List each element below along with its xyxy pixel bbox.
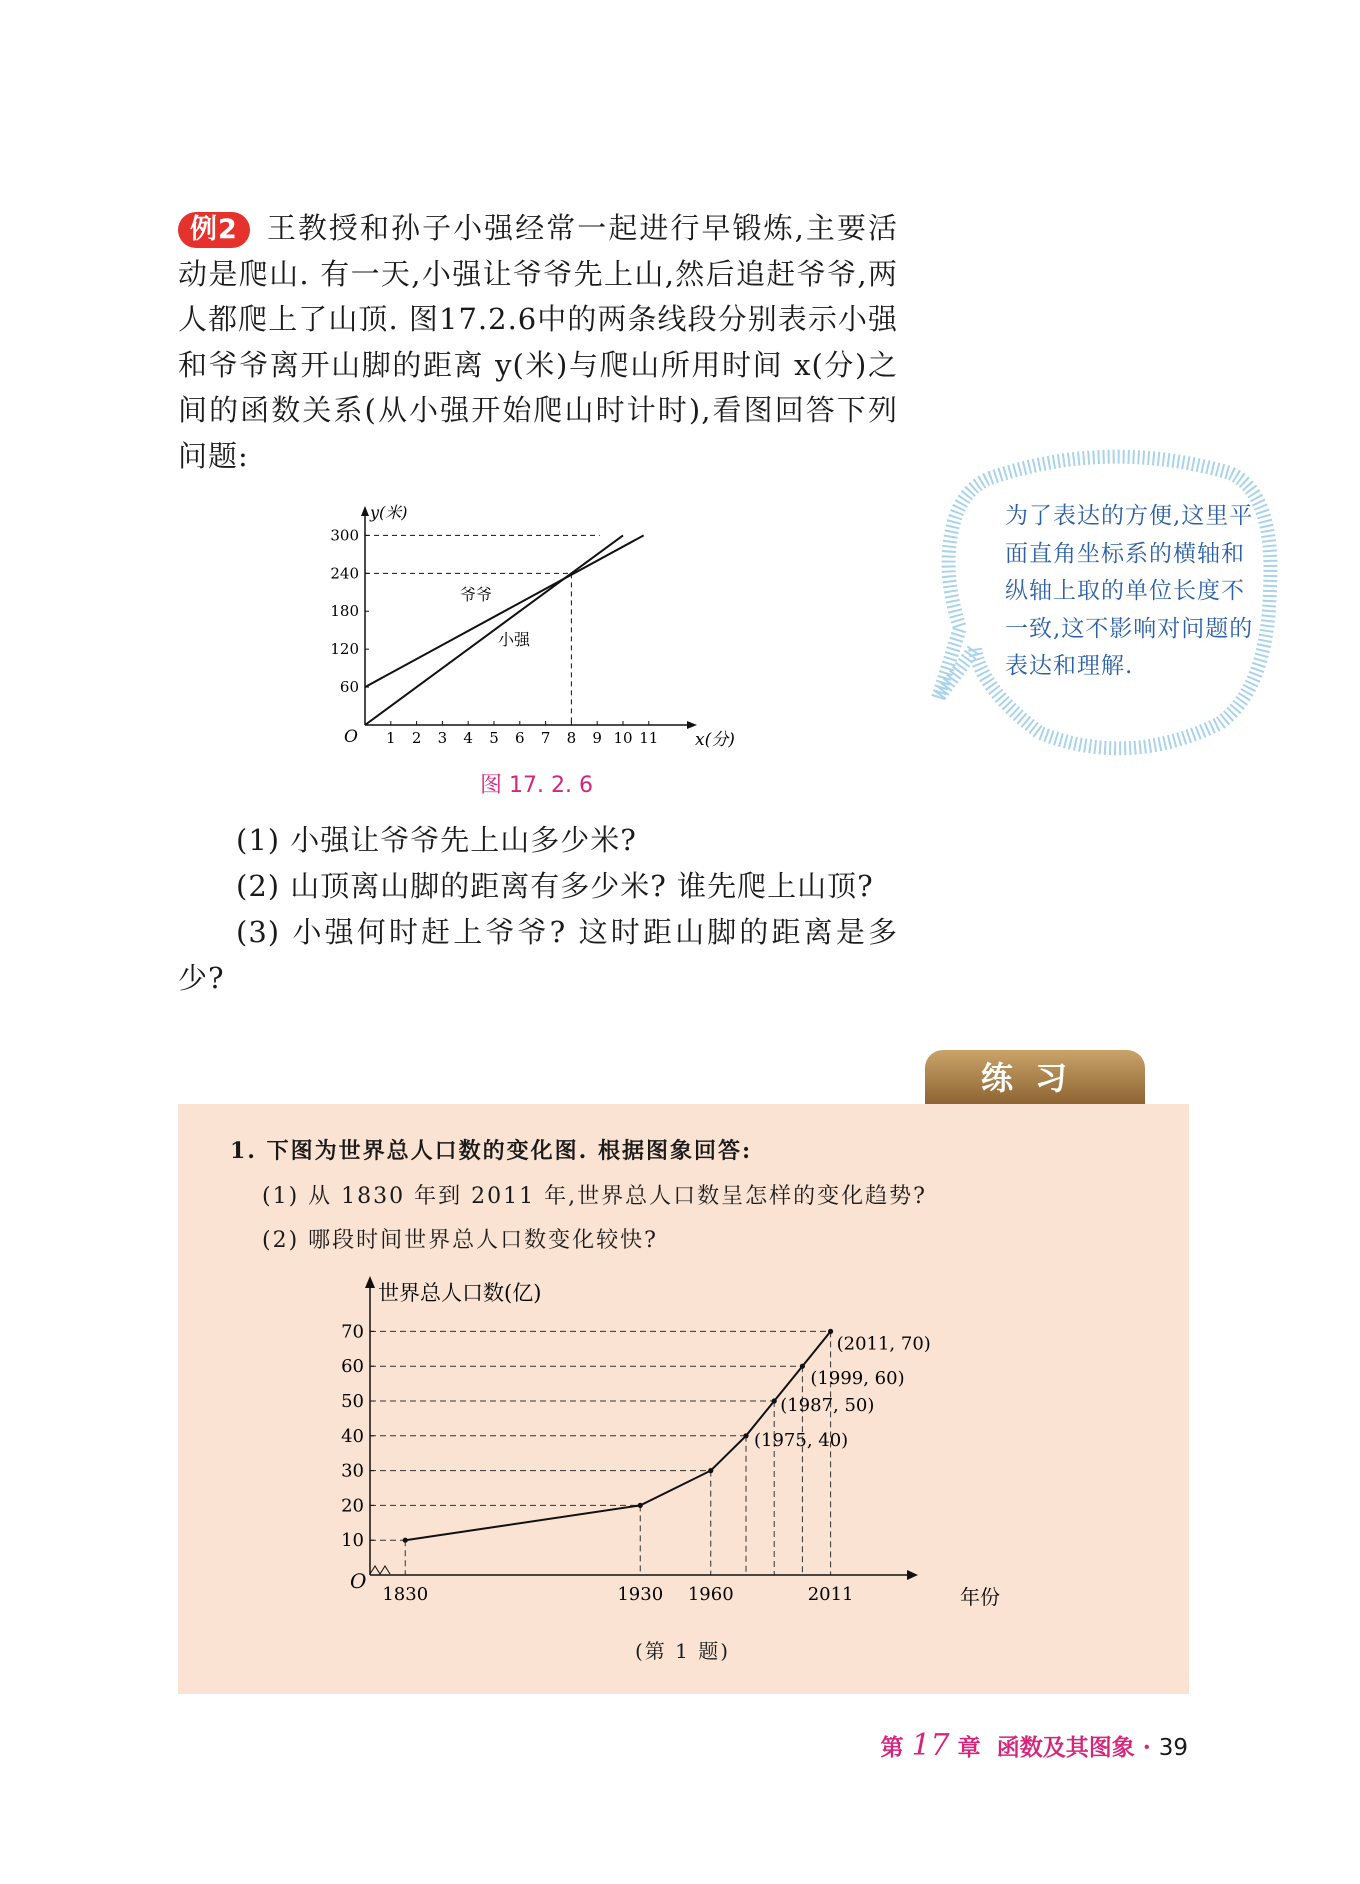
fig1-x-tick-label: 3 <box>437 729 448 747</box>
fig2-y-tick-label: 30 <box>341 1460 364 1482</box>
page-footer <box>880 1728 1188 1763</box>
fig1-x-tick-label: 8 <box>566 729 577 747</box>
example-text: 王教授和孙子小强经常一起进行早锻炼,主要活动是爬山. 有一天,小强让爷爷先上山,然后追赶爷爷,两人都爬上了山顶. 图17.2.6中的两条线段分别表示小强和爷爷离开山脚的距离 y(米)与爬山所用时间 x(分)之间的函数关系(从小强开始爬山时计时),看图回答下列问题: <box>178 211 898 473</box>
question-3: (3) 小强何时赶上爷爷? 这时距山脚的距离是多少? <box>178 915 898 995</box>
exercise-q1a: (1) 从 1830 年到 2011 年,世界总人口数呈怎样的变化趋势? <box>262 1184 927 1209</box>
fig2-point <box>638 1503 643 1508</box>
footer-chapter-title: 函数及其图象 · <box>996 1734 1151 1761</box>
fig2-point <box>743 1433 748 1438</box>
world-population-chart <box>330 1270 1050 1620</box>
fig2-x-axis-label: 年份 <box>960 1585 1000 1609</box>
fig1-origin: O <box>344 727 358 747</box>
fig1-x-tick-label: 9 <box>592 729 602 747</box>
fig1-y-tick-label: 300 <box>330 526 359 545</box>
fig2-y-tick-label: 50 <box>341 1391 364 1412</box>
fig1-x-axis-label: x(分) <box>695 730 735 750</box>
fig1-x-tick-label: 5 <box>489 729 499 747</box>
fig2-point-label: (1987, 50) <box>780 1395 875 1416</box>
question-1: (1) 小强让爷爷先上山多少米? <box>236 823 637 857</box>
fig1-x-arrow <box>687 721 697 729</box>
fig1-x-tick-label: 7 <box>540 729 551 747</box>
fig2-point <box>772 1398 777 1403</box>
fig1-y-tick-label: 180 <box>330 602 359 621</box>
fig2-x-arrow <box>907 1570 918 1580</box>
fig1-series-label-grandpa: 爷爷 <box>460 585 493 604</box>
fig2-y-tick-label: 20 <box>341 1495 364 1517</box>
page-number: 39 <box>1158 1735 1188 1761</box>
fig2-y-arrow <box>365 1276 375 1288</box>
exercise-tab: 练习 <box>925 1050 1145 1106</box>
fig1-x-tick-label: 10 <box>613 729 633 747</box>
fig2-axis-break <box>370 1566 390 1574</box>
fig1-y-tick-label: 120 <box>330 640 359 659</box>
example-badge: 例2 <box>178 212 250 248</box>
fig2-point-label: (1975, 40) <box>754 1429 849 1451</box>
fig1-x-tick-label: 4 <box>463 729 473 747</box>
fig2-x-tick-label: 1930 <box>617 1584 664 1605</box>
fig2-origin: O <box>350 1569 367 1593</box>
fig1-x-tick-label: 2 <box>411 729 422 747</box>
fig2-x-tick-label: 1960 <box>687 1584 734 1605</box>
fig2-point-label: (2011, 70) <box>836 1333 931 1355</box>
fig1-series-label-xiaoqiang: 小强 <box>498 630 531 649</box>
fig1-y-tick-label: 60 <box>339 678 359 697</box>
fig1-x-tick-label: 6 <box>515 729 525 747</box>
fig2-point <box>403 1538 408 1543</box>
fig2-point <box>708 1468 713 1473</box>
fig2-y-tick-label: 60 <box>341 1356 364 1378</box>
question-2: (2) 山顶离山脚的距离有多少米? 谁先爬上山顶? <box>236 869 874 903</box>
example-paragraph <box>178 206 898 479</box>
fig1-line-grandpa <box>365 535 644 687</box>
fig2-point <box>800 1364 805 1369</box>
fig2-point-label: (1999, 60) <box>810 1368 905 1390</box>
fig2-y-tick-label: 10 <box>341 1530 364 1552</box>
fig1-x-tick-label: 1 <box>386 729 396 747</box>
fig2-y-axis-label: 世界总人口数(亿) <box>378 1281 542 1305</box>
fig2-y-tick-label: 40 <box>341 1425 364 1447</box>
bubble-note: 为了表达的方便,这里平面直角坐标系的横轴和纵轴上取的单位长度不一致,这不影响对问题的表达和理解. <box>1005 503 1254 679</box>
fig2-point <box>828 1329 833 1334</box>
fig1-y-tick-label: 240 <box>330 564 359 583</box>
fig1-x-tick-label: 11 <box>639 729 659 747</box>
footer-chapter-num: 17 <box>911 1728 950 1763</box>
fig1-line-xiaoqiang <box>365 535 623 725</box>
distance-time-chart <box>320 500 760 750</box>
fig1-y-axis-label: y(米) <box>370 503 408 522</box>
fig2-x-tick-label: 1830 <box>382 1584 429 1605</box>
footer-chapter-suffix: 章 <box>957 1734 981 1761</box>
fig2-y-tick-label: 70 <box>341 1321 364 1343</box>
fig1-y-arrow <box>361 506 369 516</box>
fig2-x-tick-label: 2011 <box>807 1584 854 1605</box>
footer-chapter-prefix: 第 <box>880 1734 904 1761</box>
exercise-caption: (第 1 题) <box>635 1639 731 1663</box>
exercise-q1b: (2) 哪段时间世界总人口数变化较快? <box>262 1228 658 1253</box>
exercise-q1: 1. 下图为世界总人口数的变化图. 根据图象回答: <box>230 1138 753 1164</box>
figure-caption: 图 17. 2. 6 <box>480 773 593 798</box>
